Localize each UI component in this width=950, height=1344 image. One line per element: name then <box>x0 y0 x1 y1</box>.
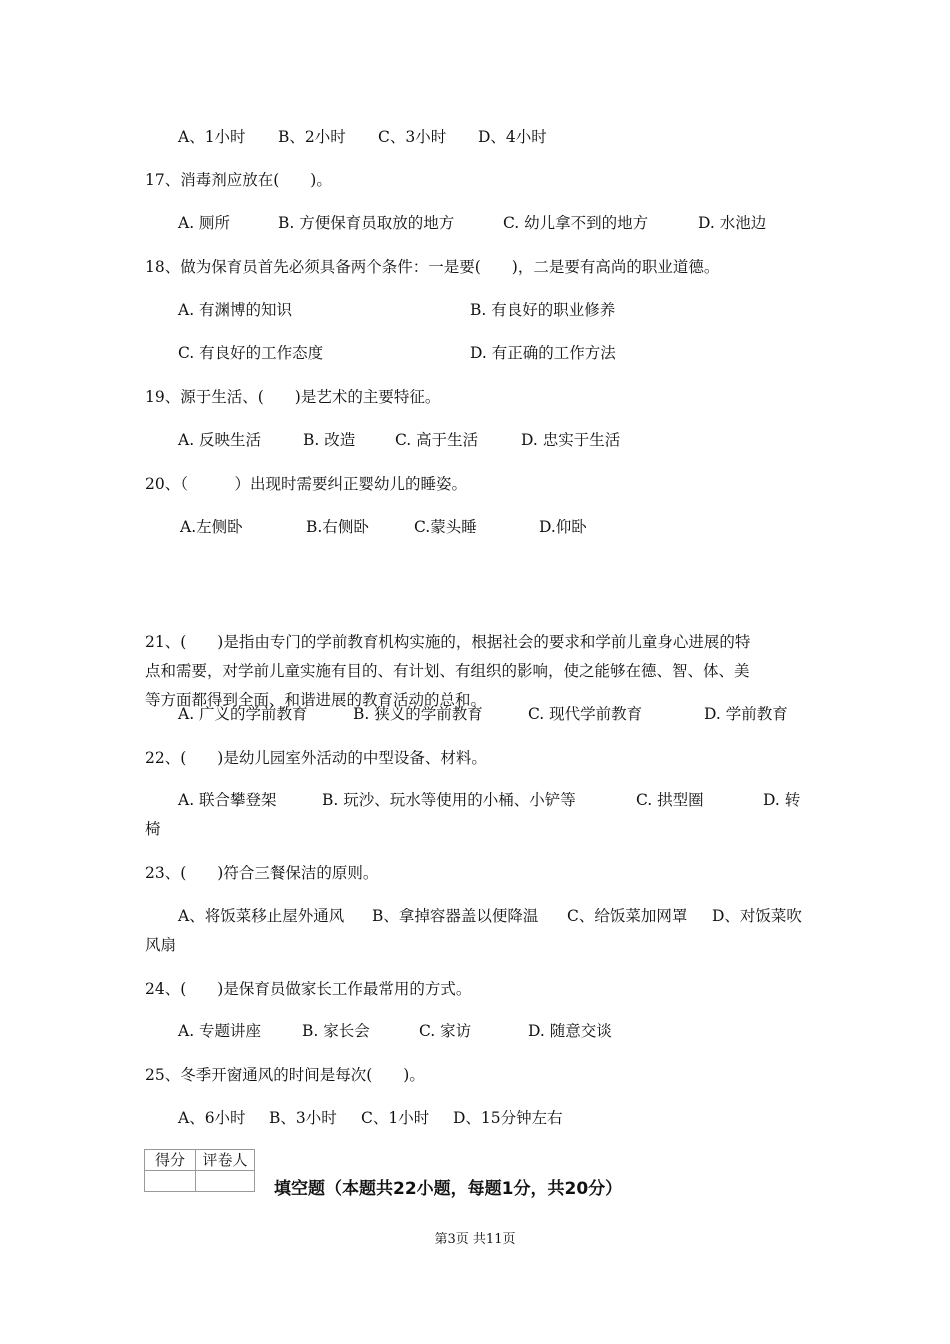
q19-option-b: B. 改造 <box>303 431 356 449</box>
q25-stem: 25、冬季开窗通风的时间是每次( )。 <box>145 1066 425 1084</box>
q20-stem: 20、（ ）出现时需要纠正婴幼儿的睡姿。 <box>145 475 467 493</box>
q21-stem-line-1: 21、( )是指由专门的学前教育机构实施的，根据社会的要求和学前儿童身心进展的特 <box>145 633 751 651</box>
q21-stem-line-2: 点和需要，对学前儿童实施有目的、有计划、有组织的影响，使之能够在德、智、体、美 <box>145 662 750 680</box>
q22-stem: 22、( )是幼儿园室外活动的中型设备、材料。 <box>145 749 487 767</box>
q21-option-a: A. 广义的学前教育 <box>178 705 308 723</box>
q22-option-wrap: 椅 <box>145 820 161 838</box>
section-title: 填空题（本题共22小题，每题1分，共20分） <box>274 1179 623 1199</box>
q17-option-a: A. 厕所 <box>178 214 231 232</box>
q23-option-b: B、拿掉容器盖以便降温 <box>372 907 539 925</box>
score-label: 得分 <box>145 1150 196 1171</box>
q24-option-c: C. 家访 <box>419 1022 472 1040</box>
q22-option-c: C. 拱型圈 <box>636 791 704 809</box>
score-table <box>144 1149 255 1192</box>
q23-option-c: C、给饭菜加网罩 <box>567 907 688 925</box>
q24-option-a: A. 专题讲座 <box>178 1022 262 1040</box>
q16-option-a: A、1小时 <box>178 128 246 146</box>
q25-option-a: A、6小时 <box>178 1109 246 1127</box>
q18-option-d: D. 有正确的工作方法 <box>470 344 616 362</box>
q21-stem-line-3: 等方面都得到全面、和谐进展的教育活动的总和。 <box>145 691 487 709</box>
q23-option-wrap: 风扇 <box>145 936 177 954</box>
q17-option-b: B. 方便保育员取放的地方 <box>278 214 455 232</box>
q23-stem: 23、( )符合三餐保洁的原则。 <box>145 864 379 882</box>
grader-cell <box>196 1171 255 1192</box>
q18-stem: 18、做为保育员首先必须具备两个条件：一是要( )，二是要有高尚的职业道德。 <box>145 258 720 276</box>
q21-option-d: D. 学前教育 <box>704 705 788 723</box>
q17-stem: 17、消毒剂应放在( )。 <box>145 171 332 189</box>
q24-option-b: B. 家长会 <box>302 1022 370 1040</box>
q19-option-c: C. 高于生活 <box>395 431 479 449</box>
grader-label: 评卷人 <box>196 1150 255 1171</box>
q19-option-a: A. 反映生活 <box>178 431 262 449</box>
q22-option-d: D. 转 <box>763 791 801 809</box>
q20-option-c: C.蒙头睡 <box>414 518 477 536</box>
q20-option-d: D.仰卧 <box>539 518 587 536</box>
q22-option-b: B. 玩沙、玩水等使用的小桶、小铲等 <box>322 791 576 809</box>
q18-option-b: B. 有良好的职业修养 <box>470 301 616 319</box>
q19-stem: 19、源于生活、( )是艺术的主要特征。 <box>145 388 441 406</box>
q17-option-c: C. 幼儿拿不到的地方 <box>503 214 649 232</box>
q21-option-c: C. 现代学前教育 <box>528 705 643 723</box>
q19-option-d: D. 忠实于生活 <box>521 431 621 449</box>
q24-option-d: D. 随意交谈 <box>528 1022 612 1040</box>
q20-option-b: B.右侧卧 <box>306 518 369 536</box>
q16-option-c: C、3小时 <box>378 128 447 146</box>
q16-option-b: B、2小时 <box>278 128 346 146</box>
score-cell <box>145 1171 196 1192</box>
q21-option-b: B. 狭义的学前教育 <box>353 705 483 723</box>
page-footer: 第3页 共11页 <box>434 1232 516 1247</box>
q24-stem: 24、( )是保育员做家长工作最常用的方式。 <box>145 980 472 998</box>
q18-option-a: A. 有渊博的知识 <box>178 301 293 319</box>
q20-option-a: A.左侧卧 <box>180 518 243 536</box>
q18-option-c: C. 有良好的工作态度 <box>178 344 324 362</box>
q25-option-d: D、15分钟左右 <box>453 1109 563 1127</box>
q16-option-d: D、4小时 <box>478 128 547 146</box>
q25-option-c: C、1小时 <box>361 1109 430 1127</box>
q23-option-d: D、对饭菜吹 <box>712 907 802 925</box>
q17-option-d: D. 水池边 <box>698 214 767 232</box>
q25-option-b: B、3小时 <box>269 1109 337 1127</box>
q22-option-a: A. 联合攀登架 <box>178 791 277 809</box>
q23-option-a: A、将饭菜移止屋外通风 <box>178 907 345 925</box>
